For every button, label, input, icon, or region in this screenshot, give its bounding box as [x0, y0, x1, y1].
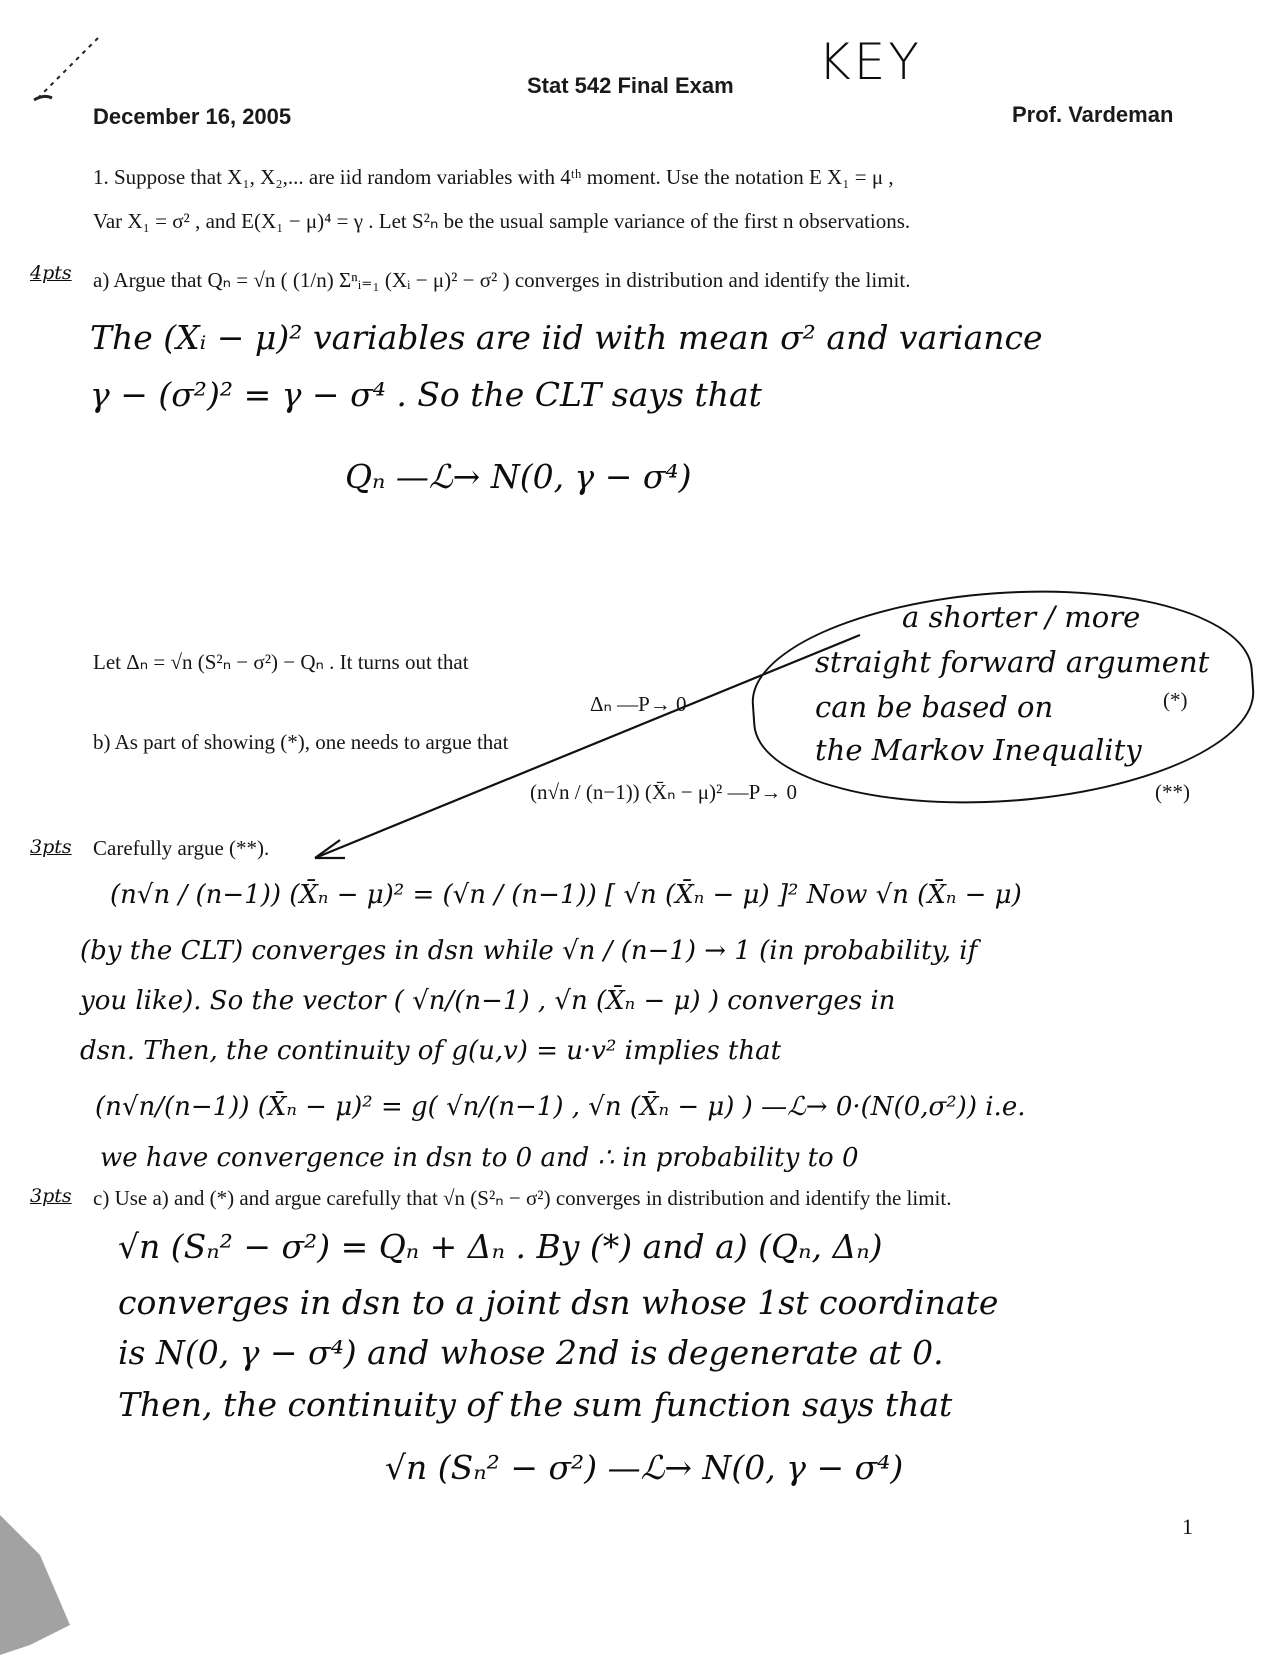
part-c-points: 3pts — [30, 1185, 72, 1207]
problem-intro-line-2: Var X₁ = σ² , and E(X₁ − μ)⁴ = γ . Let S²ₙ be the usual sample variance of the first n observations. — [93, 209, 911, 233]
part-b-answer-line-1: (n√n / (n−1)) (X̄ₙ − μ)² = (√n / (n−1)) [ √n (X̄ₙ − μ) ]² Now √n (X̄ₙ − μ) — [110, 880, 1022, 910]
delta-limit: Δₙ —P→ 0 — [590, 692, 687, 716]
double-star-marker: (**) — [1155, 780, 1190, 804]
part-c-answer-line-2: converges in dsn to a joint dsn whose 1st coordinate — [118, 1283, 999, 1322]
part-c-answer-line-5: √n (Sₙ² − σ²) —ℒ→ N(0, γ − σ⁴) — [385, 1448, 904, 1487]
part-c-question: c) Use a) and (*) and argue carefully that √n (S²ₙ − σ²) converges in distribution and identify the limit. — [93, 1186, 952, 1210]
callout-line-2: straight forward argument — [815, 645, 1210, 679]
part-c-answer-line-4: Then, the continuity of the sum function says that — [118, 1385, 953, 1424]
scan-smudge-bottom-left — [0, 1515, 90, 1655]
callout-line-1: a shorter / more — [902, 600, 1141, 634]
page-number: 1 — [1182, 1514, 1193, 1539]
part-b-points: 3pts — [30, 836, 72, 858]
professor-name: Prof. Vardeman — [1012, 102, 1174, 127]
part-a-answer-line-3: Qₙ —ℒ→ N(0, γ − σ⁴) — [345, 457, 692, 496]
delta-definition: Let Δₙ = √n (S²ₙ − σ²) − Qₙ . It turns out that — [93, 650, 469, 674]
part-c-answer-line-1: √n (Sₙ² − σ²) = Qₙ + Δₙ . By (*) and a) (Qₙ, Δₙ) — [118, 1227, 883, 1266]
part-b-statement: (n√n / (n−1)) (X̄ₙ − μ)² —P→ 0 — [530, 780, 798, 804]
part-a-points: 4pts — [30, 262, 72, 284]
part-b-question: b) As part of showing (*), one needs to argue that — [93, 730, 509, 754]
callout-line-4: the Markov Inequality — [815, 733, 1142, 767]
part-a-answer-line-2: γ − (σ²)² = γ − σ⁴ . So the CLT says that — [90, 375, 762, 414]
part-b-answer-line-3: you like). So the vector ( √n/(n−1) , √n (X̄ₙ − μ) ) converges in — [80, 986, 896, 1016]
part-b-instruction: Carefully argue (**). — [93, 836, 270, 860]
part-a-answer-line-1: The (Xᵢ − μ)² variables are iid with mean σ² and variance — [90, 318, 1043, 357]
part-a-question: a) Argue that Qₙ = √n ( (1/n) Σⁿᵢ₌₁ (Xᵢ − μ)² − σ² ) converges in distribution and identify the limit. — [93, 268, 911, 292]
part-b-answer-line-2: (by the CLT) converges in dsn while √n / (n−1) → 1 (in probability, if — [80, 936, 978, 966]
part-b-answer-line-4: dsn. Then, the continuity of g(u,v) = u·v² implies that — [80, 1036, 782, 1066]
part-c-answer-line-3: is N(0, γ − σ⁴) and whose 2nd is degenerate at 0. — [118, 1333, 944, 1372]
part-b-answer-line-6: we have convergence in dsn to 0 and ∴ in probability to 0 — [100, 1143, 859, 1173]
exam-date: December 16, 2005 — [93, 104, 292, 129]
key-mark: KEY — [818, 33, 922, 91]
callout-line-3: can be based on — [815, 690, 1054, 724]
exam-title: Stat 542 Final Exam — [527, 73, 734, 98]
scan-smudge-top-left — [18, 28, 108, 108]
problem-intro-line-1: 1. Suppose that X₁, X₂,... are iid random variables with 4ᵗʰ moment. Use the notation E X₁ = μ , — [93, 165, 894, 189]
part-b-answer-line-5: (n√n/(n−1)) (X̄ₙ − μ)² = g( √n/(n−1) , √n (X̄ₙ − μ) ) —ℒ→ 0·(N(0,σ²)) i.e. — [95, 1092, 1026, 1122]
star-marker: (*) — [1163, 688, 1188, 712]
